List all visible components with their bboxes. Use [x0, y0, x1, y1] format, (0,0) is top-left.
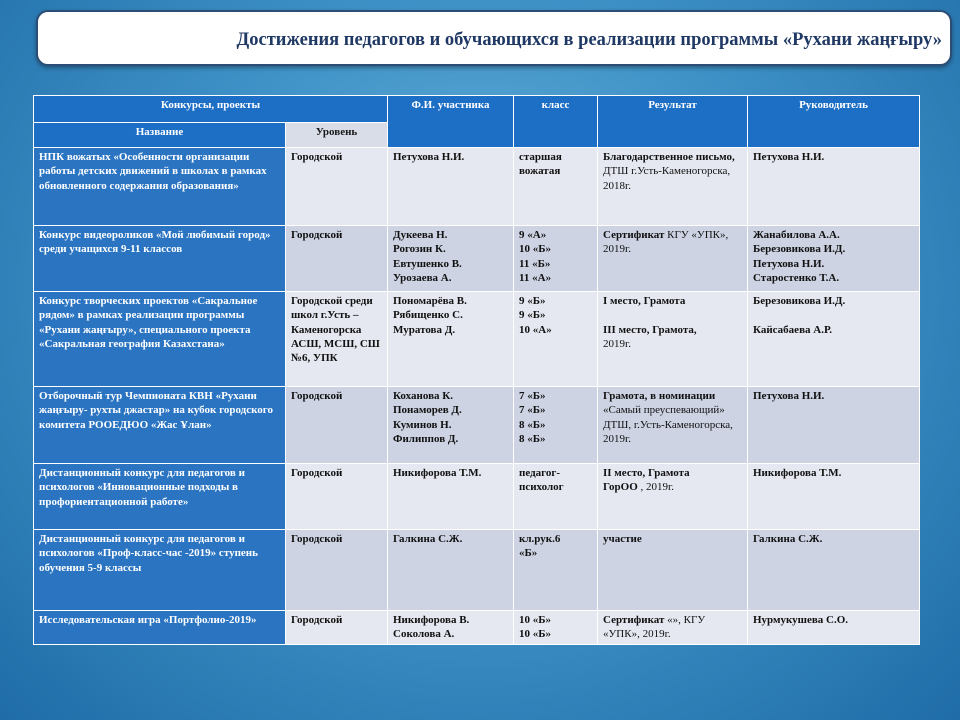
header-row: [34, 96, 920, 123]
row-result: [598, 530, 748, 611]
header-konkursy: Конкурсы, проекты: [34, 96, 388, 123]
row-result-extra: , 2019г.: [637, 481, 675, 494]
row-level: Городской среди школ г.Усть – Каменогорска АСШ, МСШ, СШ №6, УПК: [286, 292, 388, 387]
header-nazvanie: Название: [34, 123, 286, 148]
row-name: Дистанционный конкурс для педагогов и психологов «Проф-класс-час -2019» ступень обучения 5-9 классы: [34, 530, 286, 611]
table-row: [34, 148, 920, 226]
row-name: Дистанционный конкурс для педагогов и психологов «Инновационные подходы в профориентационной работе»: [34, 464, 286, 530]
row-grade: 7 «Б» 7 «Б» 8 «Б» 8 «Б»: [514, 387, 598, 464]
table-row: [34, 611, 920, 645]
header-result: Результат: [598, 96, 748, 148]
row-participants: Коханова К. Понаморев Д. Куминов Н. Филиппов Д.: [388, 387, 514, 464]
row-leader: Галкина С.Ж.: [748, 530, 920, 611]
row-name: Конкурс видеороликов «Мой любимый город» среди учащихся 9-11 классов: [34, 226, 286, 292]
row-result-main: I место, Грамота III место, Грамота,: [603, 295, 697, 336]
row-grade: кл.рук.6 «Б»: [514, 530, 598, 611]
row-leader: Петухова Н.И.: [748, 387, 920, 464]
row-result: [598, 226, 748, 292]
row-participants: Петухова Н.И.: [388, 148, 514, 226]
row-result-main: Сертификат: [603, 614, 665, 626]
header-uroven: Уровень: [286, 123, 388, 148]
table-row: [34, 464, 920, 530]
row-participants: Галкина С.Ж.: [388, 530, 514, 611]
row-leader: Никифорова Т.М.: [748, 464, 920, 530]
row-name: Конкурс творческих проектов «Сакральное рядом» в рамках реализации программы «Рухани жаңғыру», специального проекта «Сакральная география Казахстана»: [34, 292, 286, 387]
row-result-main: участие: [603, 533, 642, 545]
row-participants: Пономарёва В. Рябищенко С. Муратова Д.: [388, 292, 514, 387]
row-leader: Березовикова И.Д. Кайсабаева А.Р.: [748, 292, 920, 387]
row-result: [598, 464, 748, 530]
row-name: Отборочный тур Чемпионата КВН «Рухани жаңғыру- рухты джастар» на кубок городского комитета РООЕДЮО «Жас Ұлан»: [34, 387, 286, 464]
row-result-extra: ДТШ г.Усть-Каменогорска, 2018г.: [603, 165, 731, 192]
table-row: [34, 530, 920, 611]
row-result-extra: 2019г.: [603, 337, 632, 350]
row-participants: Никифорова В. Соколова А.: [388, 611, 514, 645]
row-result-main: Грамота, в номинации: [603, 390, 716, 402]
row-result-main: Благодарственное письмо,: [603, 151, 735, 163]
slide-title: Достижения педагогов и обучающихся в реализации программы «Рухани жаңғыру»: [236, 30, 942, 50]
row-result: [598, 148, 748, 226]
row-leader: Петухова Н.И.: [748, 148, 920, 226]
row-level: Городской: [286, 148, 388, 226]
row-grade: 9 «А» 10 «Б» 11 «Б» 11 «А»: [514, 226, 598, 292]
row-leader: Жанабилова А.А. Березовикова И.Д. Петухова Н.И. Старостенко Т.А.: [748, 226, 920, 292]
row-participants: Дукеева Н. Рогозин К. Евтушенко В. Урозаева А.: [388, 226, 514, 292]
row-result-main: Сертификат: [603, 229, 665, 241]
row-participants: Никифорова Т.М.: [388, 464, 514, 530]
row-result-main: II место, Грамота ГорОО: [603, 467, 690, 494]
row-level: Городской: [286, 226, 388, 292]
row-level: Городской: [286, 387, 388, 464]
row-result: [598, 387, 748, 464]
header-klass: класс: [514, 96, 598, 148]
table-row: [34, 387, 920, 464]
row-result-extra: «Самый преуспевающий» ДТШ, г.Усть-Каменогорска, 2019г.: [603, 404, 733, 445]
title-banner: [36, 10, 952, 66]
row-leader: Нурмукушева С.О.: [748, 611, 920, 645]
row-name: Исследовательская игра «Портфолио-2019»: [34, 611, 286, 645]
row-grade: педагог- психолог: [514, 464, 598, 530]
row-level: Городской: [286, 464, 388, 530]
row-result: [598, 611, 748, 645]
row-grade: 10 «Б» 10 «Б»: [514, 611, 598, 645]
row-name: НПК вожатых «Особенности организации работы детских движений в школах в рамках обновленного содержания образования»: [34, 148, 286, 226]
header-fio: Ф.И. участника: [388, 96, 514, 148]
achievements-table: [33, 95, 920, 645]
row-level: Городской: [286, 530, 388, 611]
row-result: [598, 292, 748, 387]
row-grade: старшая вожатая: [514, 148, 598, 226]
table-row: [34, 292, 920, 387]
row-result-extra: «», КГУ «УПК», 2019г.: [603, 614, 706, 641]
row-result-extra: КГУ «УПК», 2019г.: [603, 229, 729, 256]
header-rukovod: Руководитель: [748, 96, 920, 148]
row-grade: 9 «Б» 9 «Б» 10 «А»: [514, 292, 598, 387]
table-row: [34, 226, 920, 292]
row-level: Городской: [286, 611, 388, 645]
